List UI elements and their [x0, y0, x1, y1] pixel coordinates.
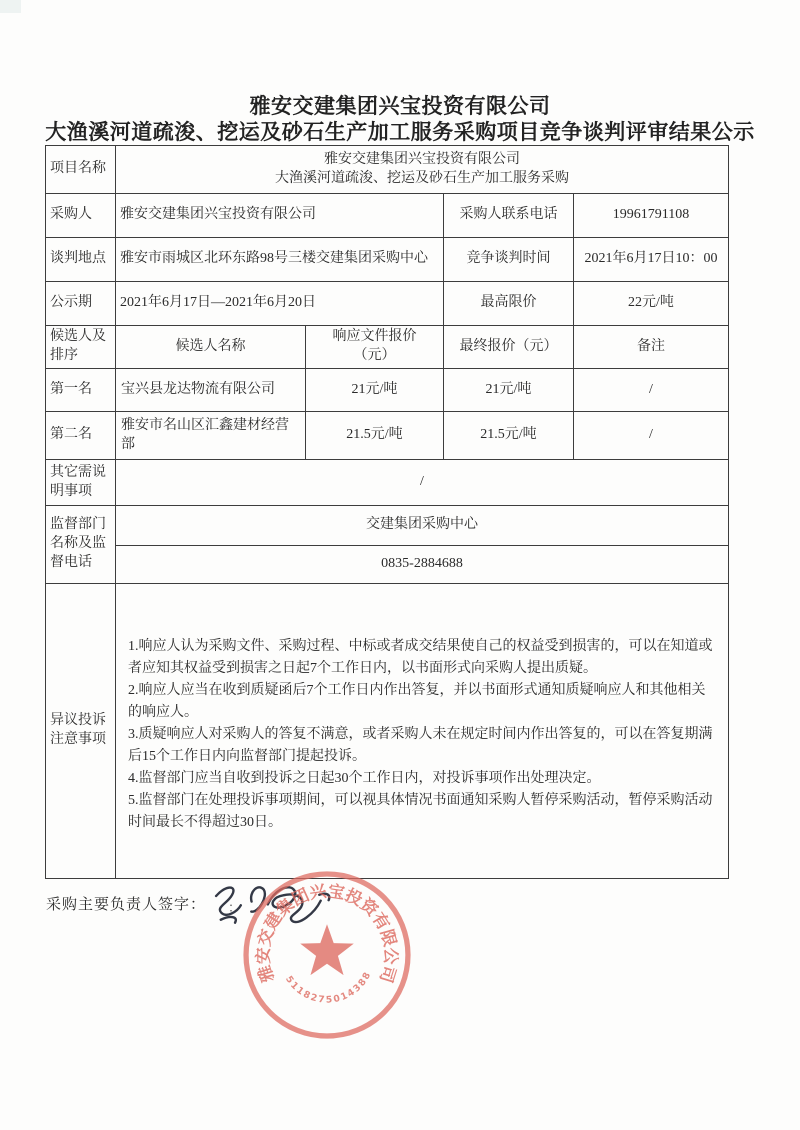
venue-label: 谈判地点	[46, 238, 116, 282]
other-notes-label: 其它需说明事项	[46, 460, 116, 506]
table-row	[46, 460, 729, 506]
candidates-rank-header: 候选人及排序	[46, 326, 116, 369]
candidate-1-doc-price: 21元/吨	[306, 369, 444, 412]
candidates-name-header: 候选人名称	[116, 326, 306, 369]
company-seal-stamp	[239, 867, 415, 1043]
candidate-1-rank: 第一名	[46, 369, 116, 412]
svg-text:5118275014388	[283, 969, 374, 1005]
doc-price-header-line1: 响应文件报价	[332, 329, 417, 345]
table-row	[46, 146, 729, 194]
document-title-line2: 大渔溪河道疏浚、挖运及砂石生产加工服务采购项目竞争谈判评审结果公示	[45, 120, 755, 144]
signer-label: 采购主要负责人签字：	[46, 897, 207, 913]
table-row	[46, 506, 729, 546]
table-row	[46, 546, 729, 584]
candidate-1-final-price: 21元/吨	[444, 369, 574, 412]
objection-content	[116, 584, 729, 879]
result-table	[45, 145, 729, 879]
objection-item-5: 5.监督部门在处理投诉事项期间，可以视具体情况书面通知采购人暂停采购活动，暂停采购活动时间最长不得超过30日。	[128, 793, 713, 831]
candidate-2-final-price: 21.5元/吨	[444, 412, 574, 460]
candidate-2-rank: 第二名	[46, 412, 116, 460]
candidate-2-name: 雅安市名山区汇鑫建材经营部	[116, 412, 306, 460]
signer-extra-colon: ：	[228, 900, 242, 915]
purchaser-phone-label: 采购人联系电话	[444, 194, 574, 238]
objection-item-2: 2.响应人应当在收到质疑函后7个工作日内作出答复，并以书面形式通知质疑响应人和其他相关的响应人。	[128, 682, 706, 720]
candidate-row-2	[46, 412, 729, 460]
project-name-value-line1: 雅安交建集团兴宝投资有限公司	[324, 151, 520, 167]
negotiation-time-label: 竞争谈判时间	[444, 238, 574, 282]
publicity-period-value: 2021年6月17日—2021年6月20日	[116, 282, 444, 326]
publicity-period-label: 公示期	[46, 282, 116, 326]
objection-row	[46, 584, 729, 879]
purchaser-label: 采购人	[46, 194, 116, 238]
candidate-row-1	[46, 369, 729, 412]
seal-number-text: 5118275014388	[282, 969, 374, 1006]
table-row	[46, 194, 729, 238]
other-notes-value: /	[116, 460, 729, 506]
objection-item-1: 1.响应人认为采购文件、采购过程、中标或者成交结果使自己的权益受到损害的，可以在知道或者应知其权益受到损害之日起7个工作日内，以书面形式向采购人提出质疑。	[128, 638, 713, 676]
supervision-dept-value: 交建集团采购中心	[116, 506, 729, 546]
venue-value: 雅安市雨城区北环东路98号三楼交建集团采购中心	[116, 238, 444, 282]
candidates-header-row	[46, 326, 729, 369]
purchaser-phone-value: 19961791108	[574, 194, 729, 238]
table-row	[46, 282, 729, 326]
seal-star-icon	[300, 924, 354, 975]
document-title-line1: 雅安交建集团兴宝投资有限公司	[249, 94, 551, 118]
table-row	[46, 238, 729, 282]
max-price-value: 22元/吨	[574, 282, 729, 326]
candidate-2-doc-price: 21.5元/吨	[306, 412, 444, 460]
project-name-value-line2: 大渔溪河道疏浚、挖运及砂石生产加工服务采购	[275, 170, 569, 186]
supervision-label: 监督部门名称及监督电话	[46, 506, 116, 584]
supervision-phone-value: 0835-2884688	[116, 546, 729, 584]
candidates-doc-price-header	[306, 326, 444, 369]
seal-company-text: 雅安交建集团兴宝投资有限公司	[253, 881, 401, 985]
candidates-final-price-header: 最终报价（元）	[444, 326, 574, 369]
objection-item-4: 4.监督部门应当自收到投诉之日起30个工作日内，对投诉事项作出处理决定。	[128, 771, 601, 787]
candidate-2-remark: /	[574, 412, 729, 460]
candidate-1-remark: /	[574, 369, 729, 412]
doc-price-header-line2: （元）	[353, 348, 396, 363]
candidates-remark-header: 备注	[574, 326, 729, 369]
objection-label: 异议投诉注意事项	[46, 584, 116, 879]
project-name-value	[116, 146, 729, 194]
negotiation-time-value: 2021年6月17日10：00	[574, 238, 729, 282]
objection-item-3: 3.质疑响应人对采购人的答复不满意，或者采购人未在规定时间内作出答复的，可以在答复期满后15个工作日内向监督部门提起投诉。	[128, 726, 713, 765]
purchaser-value: 雅安交建集团兴宝投资有限公司	[116, 194, 444, 238]
max-price-label: 最高限价	[444, 282, 574, 326]
candidate-1-name: 宝兴县龙达物流有限公司	[116, 369, 306, 412]
scan-corner-artifact	[0, 0, 21, 13]
project-name-label: 项目名称	[46, 146, 116, 194]
